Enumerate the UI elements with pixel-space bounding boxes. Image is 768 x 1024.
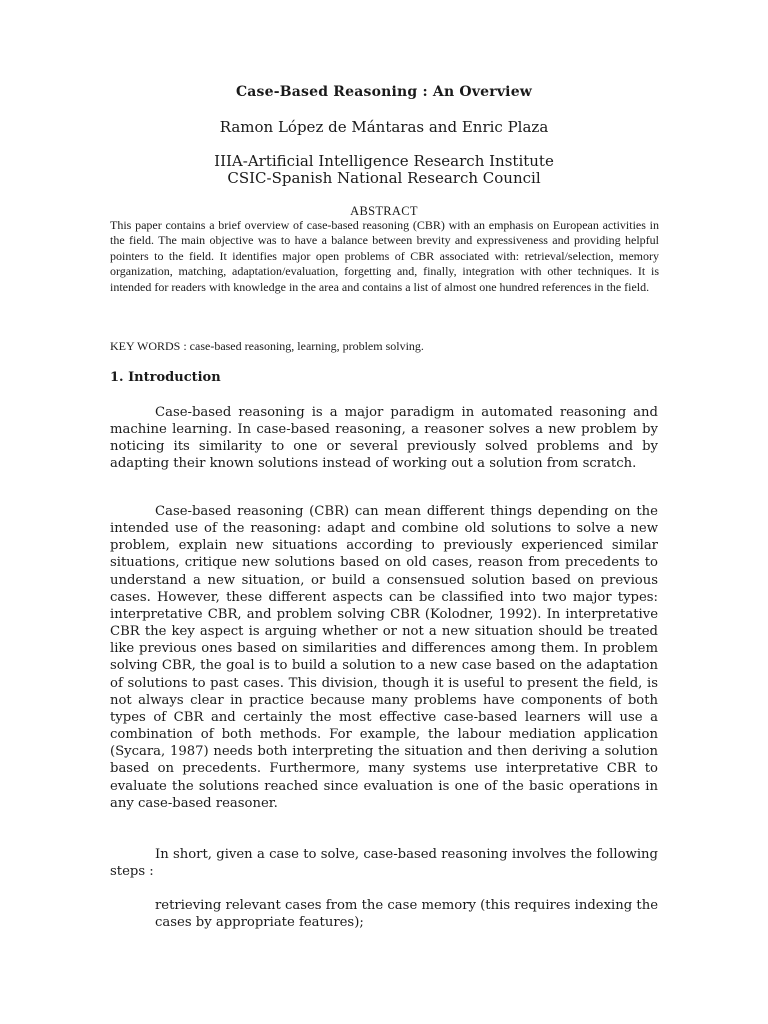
abstract-heading: ABSTRACT — [350, 204, 418, 218]
section-heading-introduction: 1. Introduction — [110, 370, 221, 385]
keywords: KEY WORDS : case-based reasoning, learning, problem solving. — [110, 339, 424, 353]
body-paragraph-1 — [110, 404, 658, 473]
abstract-text: This paper contains a brief overview of case-based reasoning (CBR) with an emphasis on European activities in the field. The main objective was to have a balance between brevity and expressiveness and providing helpful pointers to the field. It identifies major open problems of CBR associated with: retrieval/selection, memory organization, matching, adaptation/evaluation, forgetting and, finally, integration with other techniques. It is intended for readers with knowledge in the area and contains a list of almost one hundred references in the field. — [110, 218, 659, 294]
step-list-item-1: retrieving relevant cases from the case memory (this requires indexing the cases by appropriate features); — [155, 898, 658, 931]
body-paragraph-2-text: Case-based reasoning (CBR) can mean different things depending on the intended use of the reasoning: adapt and combine old solutions to solve a new problem, explain new situations according to previously experienced similar situations, critique new solutions based on old cases, reason from precedents to understand a new situation, or build a consensued solution based on previous cases. However, these different aspects can be classified into two major types: interpretative CBR, and problem solving CBR (Kolodner, 1992). In interpretative CBR the key aspect is arguing whether or not a new situation should be treated like previous ones based on similarities and differences among them. In problem solving CBR, the goal is to build a solution to a new case based on the adaptation of solutions to past cases. This division, though it is useful to present the field, is not always clear in practice because many problems have components of both types of CBR and certainly the most effective case-based learners will use a combination of both methods. For example, the labour mediation application (Sycara, 1987) needs both interpreting the situation and then deriving a solution based on precedents. Furthermore, many systems use interpretative CBR to evaluate the solutions reached since evaluation is one of the basic operations in any case-based reasoner. — [110, 504, 658, 811]
affiliation-institute: IIIA-Artificial Intelligence Research Institute — [214, 152, 554, 170]
affiliation-council: CSIC-Spanish National Research Council — [227, 169, 541, 187]
body-paragraph-3 — [110, 846, 658, 880]
body-paragraph-1-text: Case-based reasoning is a major paradigm in automated reasoning and machine learning. In case-based reasoning, a reasoner solves a new problem by noticing its similarity to one or several previously solved problems and by adapting their known solutions instead of working out a solution from scratch. — [110, 405, 658, 472]
body-paragraph-2 — [110, 503, 658, 812]
paper-authors: Ramon López de Mántaras and Enric Plaza — [219, 118, 549, 136]
body-paragraph-3-text: In short, given a case to solve, case-based reasoning involves the following steps : — [110, 847, 658, 880]
paper-title: Case-Based Reasoning : An Overview — [235, 84, 533, 100]
